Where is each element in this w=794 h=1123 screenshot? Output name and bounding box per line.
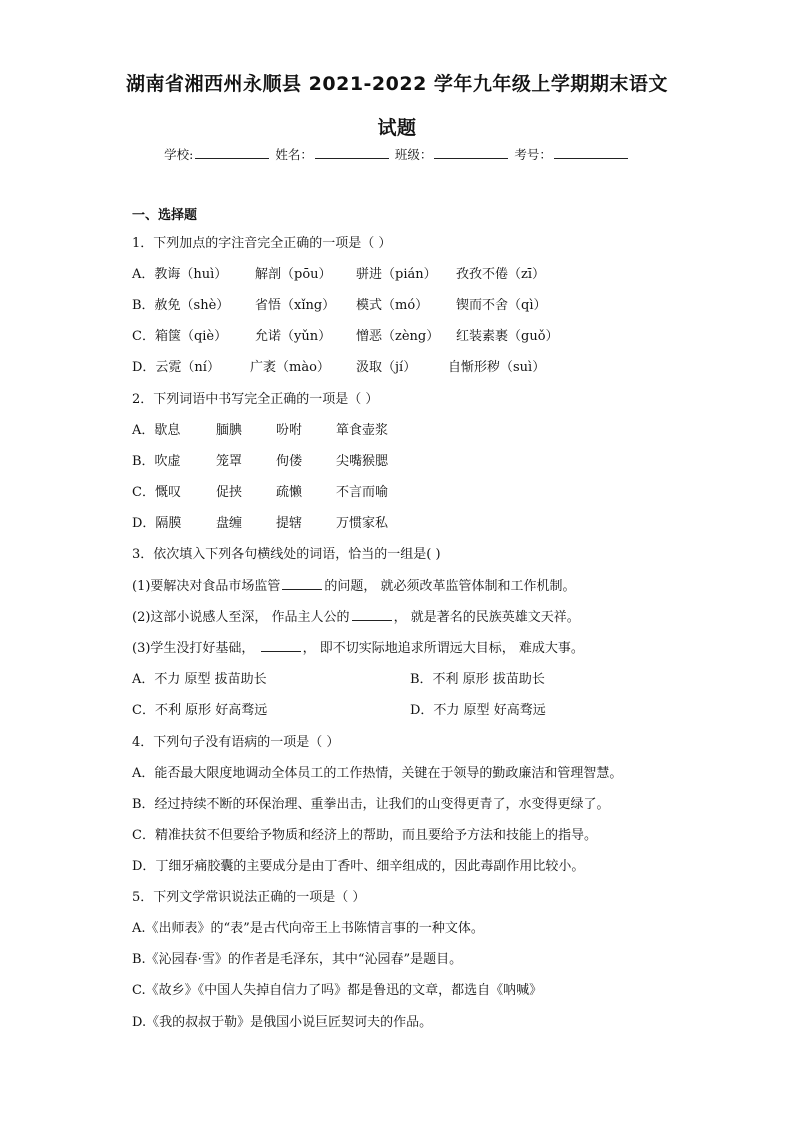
q2-b-4: 尖嘴猴腮 (336, 454, 389, 469)
number-blank[interactable] (554, 147, 628, 159)
q1-stem: 1．下列加点的字注音完全正确的一项是（ ） (132, 236, 392, 251)
q4-option-c[interactable]: C．精准扶贫不但要给予物质和经济上的帮助，而且要给予方法和技能上的指导。 (132, 828, 597, 843)
q2-d-3: 提辖 (276, 516, 303, 531)
q3-s3-part-b: ， 即不切实际地追求所谓远大目标， 难成大事。 (302, 641, 584, 656)
q3-s2-part-b: ， 就是著名的民族英雄文天祥。 (393, 610, 580, 625)
q4-stem: 4．下列句子没有语病的一项是（ ） (132, 735, 340, 750)
q3-s2-blank[interactable] (352, 609, 392, 621)
q1-a-2: 解剖（pōu） (255, 267, 332, 282)
q4-option-a[interactable]: A．能否最大限度地调动全体员工的工作热情，关键在于领导的勤政廉洁和管理智慧。 (132, 766, 623, 781)
q2-c-2: 促挟 (216, 485, 243, 500)
section-heading: 一、选择题 (132, 208, 198, 223)
q1-a-4: 孜孜不倦（zī） (456, 267, 546, 282)
name-blank[interactable] (315, 147, 389, 159)
q2-c-3: 疏懒 (276, 485, 303, 500)
school-label: 学校: (164, 147, 194, 162)
q2-c-4: 不言而喻 (336, 485, 389, 500)
exam-title-line2: 试题 (377, 117, 417, 139)
q1-a-3: 骈进（pián） (356, 267, 437, 282)
q1-b-1: B．赦免（shè） (132, 298, 230, 313)
q1-a-1: A．教诲（huì） (132, 267, 228, 282)
q3-sentence-3 (132, 640, 584, 657)
q4-option-d[interactable]: D．丁细牙痛胶囊的主要成分是由丁香叶、细辛组成的，因此毒副作用比较小。 (132, 859, 585, 874)
q1-b-2: 省悟（xǐng） (255, 298, 336, 313)
q1-d-2: 广袤（mào） (250, 360, 330, 375)
q1-c-4: 红装素裹（guǒ） (456, 329, 559, 344)
q4-option-b[interactable]: B．经过持续不断的环保治理、重拳出击，让我们的山变得更青了，水变得更绿了。 (132, 797, 610, 812)
q2-a-3: 吩咐 (276, 423, 303, 438)
q1-c-3: 憎恶（zèng） (356, 329, 440, 344)
q3-stem: 3．依次填入下列各句横线处的词语，恰当的一组是( ) (132, 547, 441, 562)
number-label: 考号： (514, 147, 552, 162)
q1-c-1: C．箱箧（qiè） (132, 329, 228, 344)
q1-d-3: 汲取（jí） (356, 360, 417, 375)
q2-a-4: 箪食壶浆 (336, 423, 389, 438)
q2-d-4: 万惯家私 (336, 516, 389, 531)
q5-stem: 5．下列文学常识说法正确的一项是（ ） (132, 890, 366, 905)
class-label: 班级： (394, 147, 433, 162)
q2-a-2: 腼腆 (216, 423, 243, 438)
q5-option-b[interactable]: B.《沁园春·雪》的作者是毛泽东，其中“沁园春”是题目。 (132, 952, 463, 967)
q3-s1-part-a: (1)要解决对食品市场监管 (132, 579, 281, 594)
q5-option-d[interactable]: D.《我的叔叔于勒》是俄国小说巨匠契诃夫的作品。 (132, 1015, 433, 1030)
q3-s3-blank[interactable] (261, 640, 301, 652)
q2-stem: 2．下列词语中书写完全正确的一项是（ ） (132, 392, 379, 407)
q3-s2-part-a: (2)这部小说感人至深， 作品主人公的 (132, 610, 350, 625)
q3-option-a[interactable]: A．不力 原型 拔苗助长 (132, 672, 267, 687)
q1-b-3: 模式（mó） (356, 298, 429, 313)
q3-sentence-1 (132, 578, 576, 595)
q1-d-1: D．云霓（ní） (132, 360, 220, 375)
q2-b-1: B．吹虚 (132, 454, 181, 469)
q5-option-c[interactable]: C.《故乡》《中国人失掉自信力了吗》都是鲁迅的文章，都选自《呐喊》 (132, 983, 543, 998)
q3-s3-part-a: (3)学生没打好基础， (132, 641, 255, 656)
exam-title-line1: 湖南省湘西州永顺县 2021-2022 学年九年级上学期期末语文 (126, 73, 668, 95)
q2-d-1: D．隔膜 (132, 516, 182, 531)
q2-b-3: 佝偻 (276, 454, 303, 469)
q3-s1-part-b: 的问题， 就必须改革监管体制和工作机制。 (324, 579, 576, 594)
q1-d-4: 自惭形秽（suì） (448, 360, 546, 375)
q2-a-1: A．歇息 (132, 423, 181, 438)
q2-d-2: 盘缠 (216, 516, 243, 531)
q2-b-2: 笼罩 (216, 454, 243, 469)
q1-c-2: 允诺（yǔn） (255, 329, 332, 344)
q3-sentence-2 (132, 609, 580, 626)
student-info-row (0, 145, 794, 163)
school-blank[interactable] (195, 147, 269, 159)
q3-s1-blank[interactable] (282, 578, 322, 590)
q1-b-4: 锲而不舍（qì） (456, 298, 547, 313)
q3-option-b[interactable]: B．不利 原形 拔苗助长 (410, 672, 545, 687)
q5-option-a[interactable]: A.《出师表》的“表”是古代向帝王上书陈情言事的一种文体。 (132, 921, 484, 936)
q3-option-d[interactable]: D．不力 原型 好高骛远 (410, 703, 546, 718)
q3-option-c[interactable]: C．不利 原形 好高骛远 (132, 703, 268, 718)
name-label: 姓名： (275, 147, 313, 162)
class-blank[interactable] (434, 147, 508, 159)
q2-c-1: C．慨叹 (132, 485, 181, 500)
